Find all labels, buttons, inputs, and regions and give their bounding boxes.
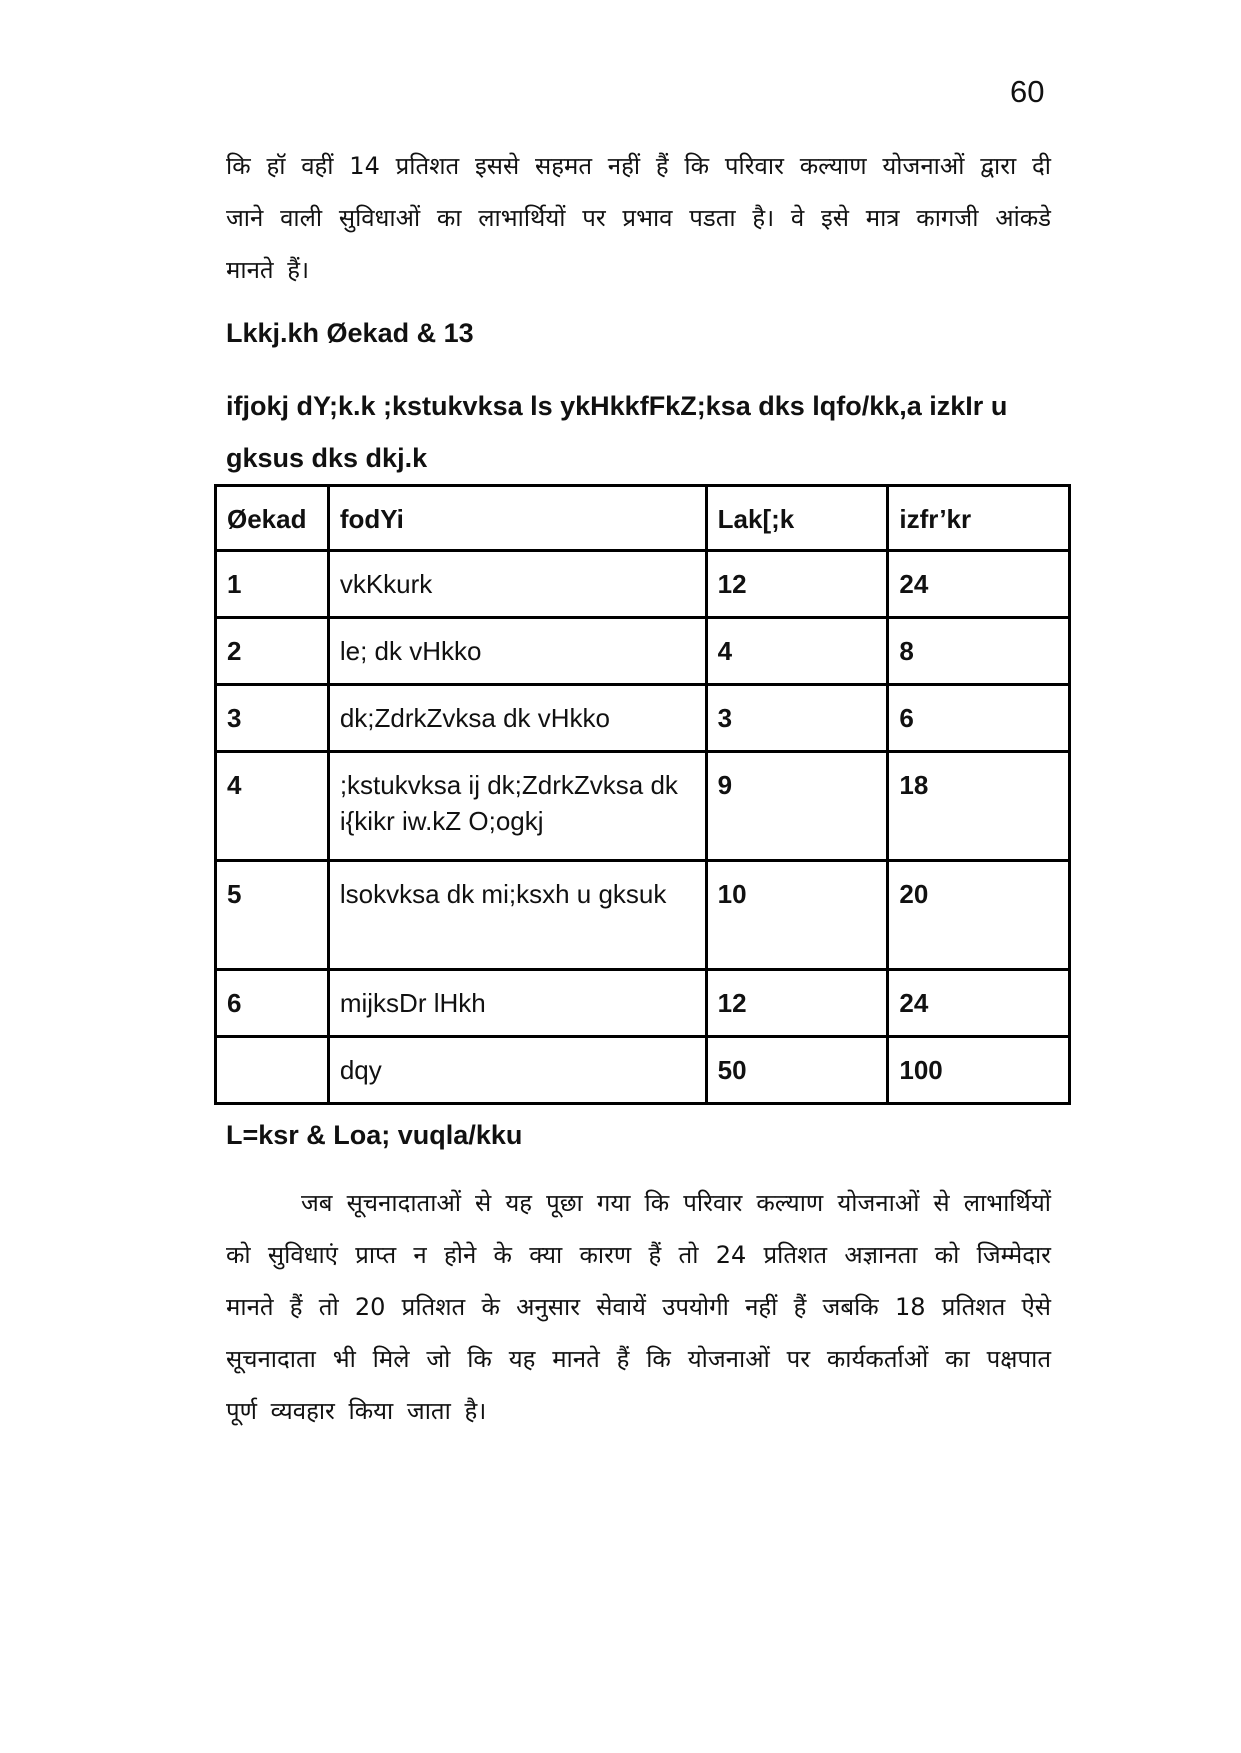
data-table [214, 484, 1071, 1105]
header-sno: Øekad [216, 486, 329, 551]
analysis-paragraph: जब सूचनादाताओं से यह पूछा गया कि परिवार कल्याण योजनाओं से लाभार्थियों को सुविधाएं प्राप्त न होने के क्या कारण हैं तो 24 प्रतिशत अज्ञानता को जिम्मेदार मानते हैं तो 20 प्रतिशत के अनुसार सेवायें उपयोगी नहीं हैं जबकि 18 प्रतिशत ऐसे सूचनादाता भी मिले जो कि यह मानते हैं कि योजनाओं पर कार्यकर्ताओं का पक्षपात पूर्ण व्यवहार किया जाता है। [226, 1189, 1051, 1425]
table-row [216, 970, 1070, 1037]
cell-sno: 1 [216, 551, 329, 618]
cell-count: 12 [706, 551, 888, 618]
cell-cause: ;kstukvksa ij dk;ZdrkZvksa dk i{kikr iw.kZ O;ogkj [328, 752, 706, 861]
table-number-heading: Lkkj.kh Øekad & 13 [226, 318, 474, 348]
cell-sno: 5 [216, 861, 329, 970]
cell-count: 9 [706, 752, 888, 861]
cell-sno: 3 [216, 685, 329, 752]
intro-paragraph: कि हॉ वहीं 14 प्रतिशत इससे सहमत नहीं हैं कि परिवार कल्याण योजनाओं द्वारा दी जाने वाली सुविधाओं का लाभार्थियों पर प्रभाव पडता है। वे इसे मात्र कागजी आंकडे मानते हैं। [226, 152, 1051, 284]
cell-sno: 4 [216, 752, 329, 861]
header-cause: fodYi [328, 486, 706, 551]
cell-sno [216, 1037, 329, 1104]
table-row [216, 861, 1070, 970]
cell-count: 4 [706, 618, 888, 685]
table-row [216, 685, 1070, 752]
header-percent: izfr’kr [888, 486, 1070, 551]
cell-percent: 18 [888, 752, 1070, 861]
cell-percent: 24 [888, 970, 1070, 1037]
table-row [216, 551, 1070, 618]
cell-sno: 2 [216, 618, 329, 685]
cell-total-count: 50 [706, 1037, 888, 1104]
cell-cause: dk;ZdrkZvksa dk vHkko [328, 685, 706, 752]
cell-count: 10 [706, 861, 888, 970]
cell-total-label: dqy [328, 1037, 706, 1104]
header-count: Lak[;k [706, 486, 888, 551]
cell-total-percent: 100 [888, 1037, 1070, 1104]
cell-count: 3 [706, 685, 888, 752]
cell-percent: 6 [888, 685, 1070, 752]
table-total-row [216, 1037, 1070, 1104]
cell-percent: 20 [888, 861, 1070, 970]
cell-sno: 6 [216, 970, 329, 1037]
table-title: ifjokj dY;k.k ;kstukvksa ls ykHkkfFkZ;ksa dks lqfo/kk,a izkIr u gksus dks dkj.k [226, 391, 1008, 473]
cell-cause: vkKkurk [328, 551, 706, 618]
source-line: L=ksr & Loa; vuqla/kku [226, 1120, 523, 1150]
table-header-row [216, 486, 1070, 551]
cell-percent: 24 [888, 551, 1070, 618]
cell-cause: le; dk vHkko [328, 618, 706, 685]
page-number: 60 [1010, 74, 1045, 109]
cell-percent: 8 [888, 618, 1070, 685]
cell-cause: lsokvksa dk mi;ksxh u gksuk [328, 861, 706, 970]
table-row [216, 752, 1070, 861]
table-row [216, 618, 1070, 685]
cell-cause: mijksDr lHkh [328, 970, 706, 1037]
cell-count: 12 [706, 970, 888, 1037]
